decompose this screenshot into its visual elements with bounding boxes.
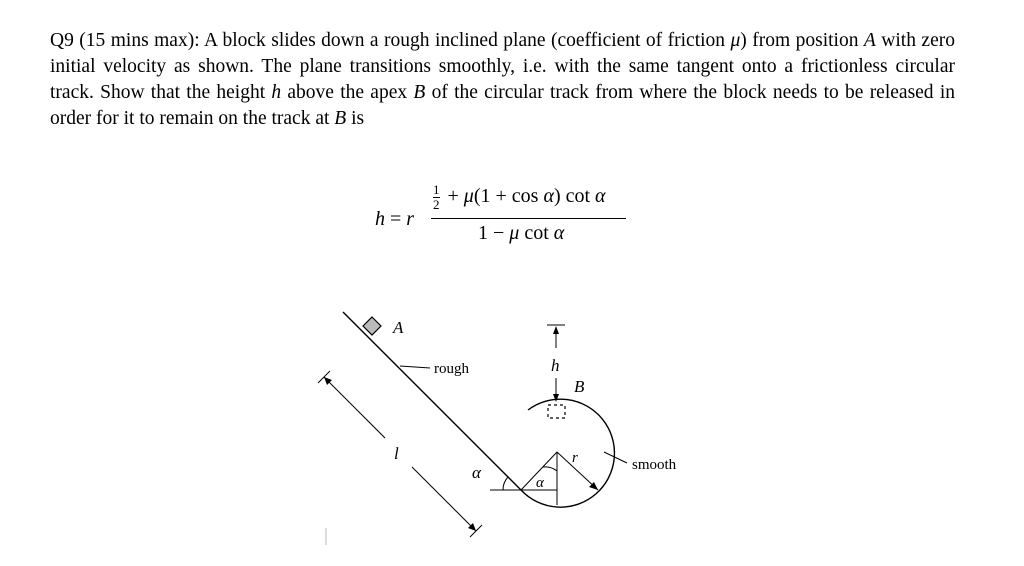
- label-l: l: [394, 444, 399, 463]
- question-label: Q9 (15 mins max):: [50, 30, 200, 51]
- formula-numerator: $\frac{1}{2}$ + μ(1 + cos α) cot α: [433, 182, 606, 212]
- h-lower-arrowhead: [553, 394, 559, 402]
- label-alpha-circle: α: [536, 475, 544, 491]
- label-alpha-plane: α: [472, 463, 481, 482]
- label-r: r: [572, 450, 578, 466]
- inclined-plane: [343, 312, 521, 490]
- rough-leader-line: [400, 366, 430, 368]
- block-at-B-outline: [548, 405, 565, 418]
- problem-statement: Q9 (15 mins max): A block slides down a rough inclined plane (coefficient of friction μ) from position A with zero initial velocity as shown. The plane transitions smoothly, i.e. with the same tangent onto a frictionless circular track. Show that the height h above the apex B of the circular track from where the block needs to be released in order for it to remain on the track at B is: [50, 30, 955, 129]
- l-upper-arrow-line: [324, 377, 385, 438]
- label-h: h: [551, 356, 560, 375]
- formula-lhs: h = r: [375, 208, 415, 230]
- one-half-fraction: $\frac{1}{2}$: [433, 182, 440, 212]
- plane-angle-arc: [503, 477, 508, 490]
- h-upper-arrowhead: [553, 326, 559, 334]
- circle-angle-arc: [543, 467, 557, 471]
- smooth-leader-line: [604, 452, 627, 463]
- block: [363, 317, 381, 335]
- label-smooth: smooth: [632, 457, 677, 473]
- formula-denominator: 1 − μ cot α: [478, 222, 565, 244]
- label-B: B: [574, 377, 585, 396]
- label-A: A: [393, 318, 404, 337]
- label-rough: rough: [434, 361, 469, 377]
- l-lower-arrow-line: [412, 467, 476, 531]
